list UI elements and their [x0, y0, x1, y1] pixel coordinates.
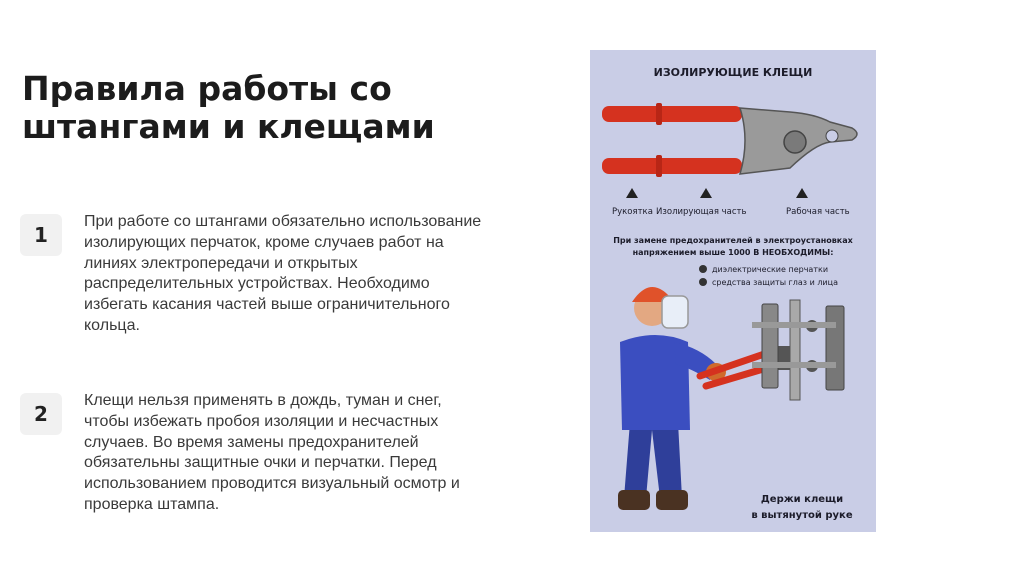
pointer-handle-icon	[626, 188, 638, 198]
slide-title: Правила работы со штангами и клещами	[22, 69, 435, 146]
pointer-insulation-icon	[700, 188, 712, 198]
label-insulation: Изолирующая часть	[656, 207, 747, 217]
poster-illustration	[590, 50, 876, 532]
pointer-working-icon	[796, 188, 808, 198]
poster-title: ИЗОЛИРУЮЩИЕ КЛЕЩИ	[653, 66, 813, 79]
note-line-2: напряжением выше 1000 В НЕОБХОДИМЫ:	[632, 248, 834, 257]
item-number-badge: 2	[20, 393, 62, 435]
bullet-gloves: диэлектрические перчатки	[712, 265, 829, 274]
caption-line-2: в вытянутой руке	[751, 510, 853, 521]
label-handle: Рукоятка	[612, 207, 653, 217]
fuse-panel-icon	[752, 300, 844, 400]
caption-line-1: Держи клещи	[760, 494, 844, 505]
item-text: Клещи нельзя применять в дождь, туман и снег, чтобы избежать пробоя изоляции и несчастных случаев. Во время замены предохранителей обязательны защитные очки и перчатки. Перед использованием проводится визуальный осмотр и проверка штампа.	[84, 392, 460, 513]
label-working-part: Рабочая часть	[786, 207, 850, 217]
bullet-face-protection: средства защиты глаз и лица	[712, 278, 838, 287]
item-text: При работе со штангами обязательно использование изолирующих перчаток, кроме случаев работ на линиях электропередачи и открытых распределительных устройствах. Необходимо избегать касания частей выше ограничительного кольца.	[84, 213, 482, 334]
safety-poster	[590, 50, 876, 532]
worker-figure	[618, 287, 726, 510]
item-number-badge: 1	[20, 214, 62, 256]
bullet-icon	[699, 265, 707, 273]
bullet-icon	[699, 278, 707, 286]
note-line-1: При замене предохранителей в электроустановках	[613, 236, 853, 245]
pliers-icon	[602, 103, 857, 177]
